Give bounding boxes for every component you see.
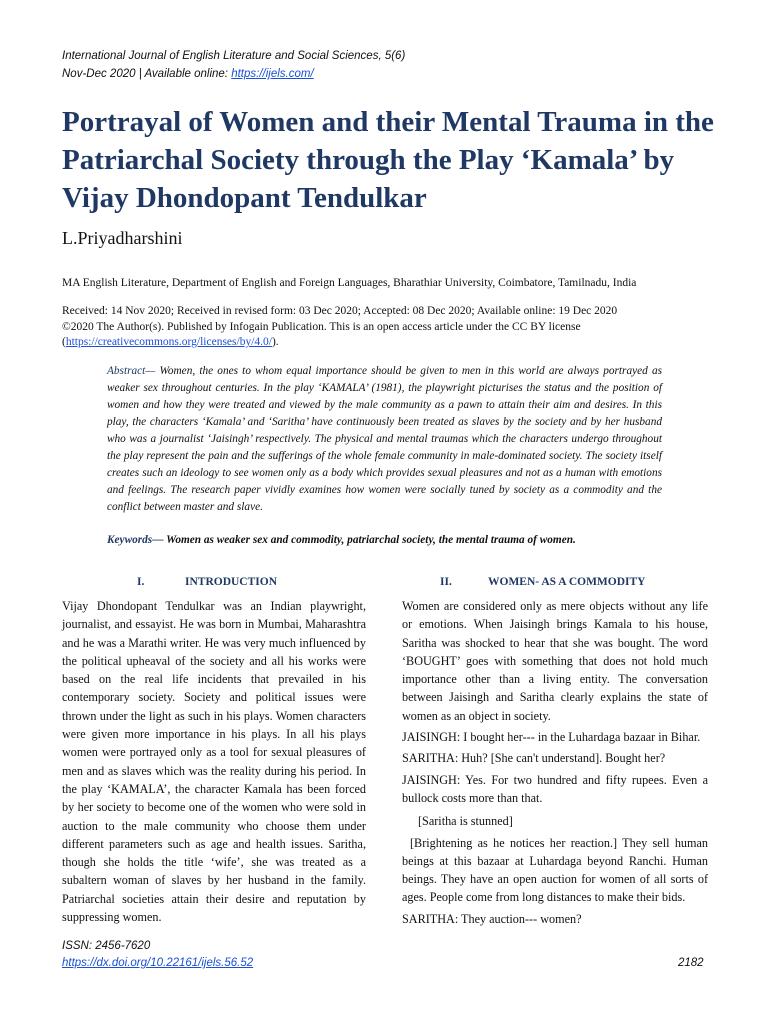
journal-header: International Journal of English Literature and Social Sciences, 5(6): [62, 50, 406, 62]
author-name: L.Priyadharshini: [62, 228, 183, 248]
dialogue-line: [Brightening as he notices her reaction.] They sell human beings at this bazaar at Luhardaga beyond Ranchi. Human beings. They have an open auction for women of all sorts of ages. People come from long distances to make their bids.: [402, 835, 708, 905]
abstract-label: Abstract—: [107, 365, 156, 377]
license-paren-open: (: [62, 336, 66, 348]
publication-info: [62, 304, 712, 351]
section-heading-commodity: [440, 576, 646, 588]
dialogue-line: SARITHA: Huh? [She can't understand]. Bought her?: [402, 751, 666, 766]
abstract-text: Women, the ones to whom equal importance should be given to men in this world are always portrayed as weaker sex throughout centuries. In the play ‘KAMALA’ (1981), the playwright picturises the status and the position of women and how they were treated and viewed by the male community as a pawn to attain their aim and desires. In this play, the characters ‘Kamala’ and ‘Saritha’ have continuously been treated as slaves by the society and by her husband who was a journalist ‘Jaisingh’ respectively. The physical and mental traumas which the characters undergo throughout the play represent the pain and the sufferings of the whole female community in male-dominated society. The society itself creates such an ideology to see women only as a body which provides sexual pleasures and not as a human with emotions and feelings. The research paper vividly examines how women were socially tuned by society as a commodity and the conflict between master and slave.: [107, 365, 662, 513]
section-title: WOMEN- AS A COMMODITY: [488, 576, 646, 588]
dialogue-line: JAISINGH: Yes. For two hundred and fifty rupees. Even a bullock costs more than that.: [402, 772, 708, 805]
journal-link[interactable]: https://ijels.com/: [231, 68, 314, 80]
keywords: [107, 534, 667, 546]
license-link[interactable]: https://creativecommons.org/licenses/by/4.0/: [65, 336, 272, 348]
stage-direction: [Saritha is stunned]: [418, 814, 513, 829]
paper-title: Portrayal of Women and their Mental Trauma in the Patriarchal Society through the Play ‘Kamala’ by Vijay Dhondopant Tendulkar: [62, 106, 714, 214]
doi-link[interactable]: https://dx.doi.org/10.22161/ijels.56.52: [62, 957, 254, 969]
copyright-line: ©2020 The Author(s). Published by Infogain Publication. This is an open access article under the CC BY license: [62, 320, 581, 333]
keywords-text: Women as weaker sex and commodity, patriarchal society, the mental trauma of women.: [163, 534, 576, 546]
right-column: [402, 597, 708, 928]
introduction-paragraph: Vijay Dhondopant Tendulkar was an Indian playwright, journalist, and essayist. He was born in Mumbai, Maharashtra and he was a Marathi writer. He was very much influenced by the political upheaval of the society and all his works were based on the real life incidents that prevailed in his contemporary society. Society and political issues were thrown under the light as such in his plays. Women characters were given more importance in his plays. In all his plays women were portrayed only as a tool for sexual pleasures of men and as slaves which was the reality during his period. In the play ‘KAMALA’, the character Kamala has been forced by her society to become one of the women who were sold in auction to the male community who choose them under different parameters such as age and health issues. Saritha, though she holds the title ‘wife’, she was treated as a subaltern woman of slaves by her husband in the family. Patriarchal societies attain their desire and reputation by suppressing women.: [62, 599, 366, 925]
issue-line: [62, 68, 314, 80]
section-title: INTRODUCTION: [185, 576, 278, 588]
commodity-paragraph: Women are considered only as mere objects without any life or emotions. When Jaisingh brings Kamala to his house, Saritha was shocked to hear that she was bought. The word ‘BOUGHT’ goes with something that does not hold much importance other than a living entity. The conversation between Jaisingh and Saritha clearly explains the state of women as an object in society.: [402, 599, 708, 723]
section-number: I.: [137, 576, 145, 588]
license-line: [62, 335, 712, 351]
doi-line: [62, 957, 253, 969]
section-heading-introduction: [137, 576, 277, 588]
dialogue-line: JAISINGH: I bought her--- in the Luhardaga bazaar in Bihar.: [402, 730, 701, 745]
page-number: 2182: [678, 957, 704, 969]
affiliation: MA English Literature, Department of English and Foreign Languages, Bharathiar University, Coimbatore, Tamilnadu, India: [62, 277, 637, 289]
license-paren-close: ).: [271, 336, 279, 348]
left-column: [62, 597, 366, 926]
keywords-label: Keywords—: [107, 534, 164, 546]
dialogue-line: SARITHA: They auction--- women?: [402, 911, 582, 926]
dates-line: Received: 14 Nov 2020; Received in revised form: 03 Dec 2020; Accepted: 08 Dec 2020; Available online: 19 Dec 2020: [62, 305, 618, 317]
issue-text: Nov-Dec 2020 | Available online:: [62, 68, 232, 80]
section-number: II.: [440, 576, 452, 588]
abstract: [107, 363, 662, 516]
issn: ISSN: 2456-7620: [62, 940, 151, 952]
